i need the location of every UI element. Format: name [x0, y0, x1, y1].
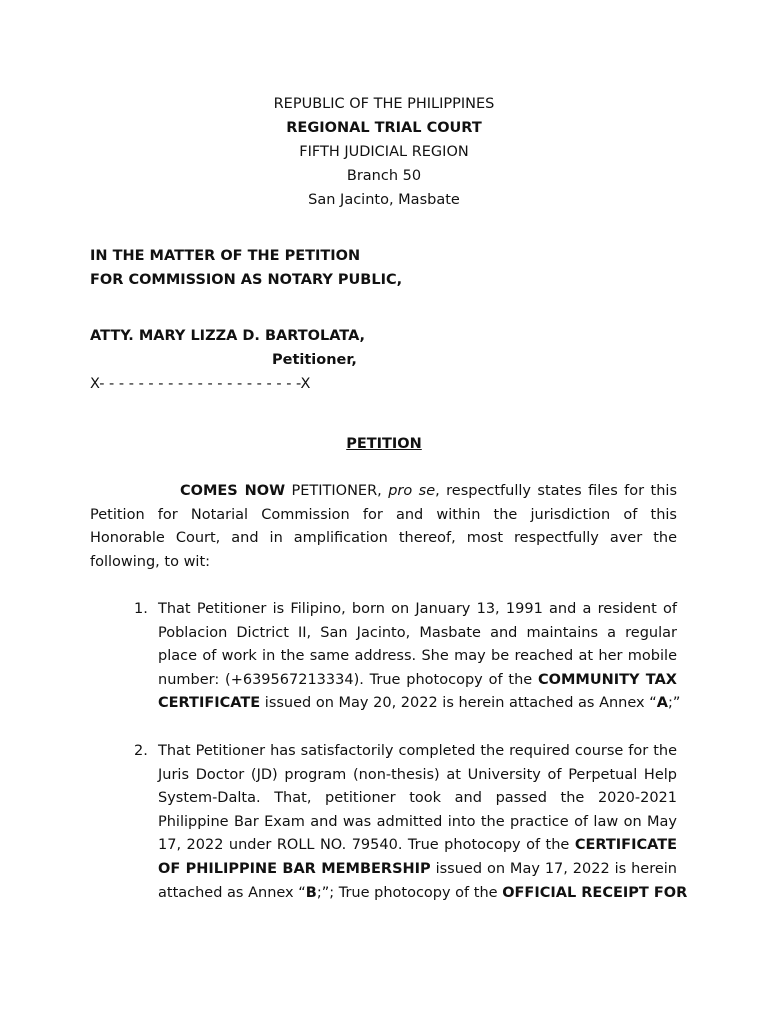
item-2-line-4: Philippine Bar Exam and was admitted into the practice of law on May	[158, 813, 677, 830]
header-location: San Jacinto, Masbate	[308, 192, 460, 208]
item-1-paragraph	[158, 598, 681, 716]
header-republic: REPUBLIC OF THE PHILIPPINES	[273, 96, 495, 112]
intro-comes-now: COMES NOW	[180, 483, 286, 499]
intro-paragraph	[90, 480, 677, 574]
item-2-line-6	[158, 858, 677, 882]
item-1-line-5	[158, 692, 681, 716]
header-court: REGIONAL TRIAL COURT	[286, 120, 482, 136]
intro-text-1: , respectfully states files for this	[435, 483, 677, 499]
item-2-number: 2.	[134, 743, 148, 759]
item-2-official-receipt-label: OFFICIAL RECEIPT FOR	[502, 884, 688, 901]
item-2-line-7-text: attached as Annex “	[158, 884, 306, 901]
item-2-certificate-label: CERTIFICATE	[574, 837, 677, 854]
intro-line-1	[90, 480, 677, 504]
item-2-line-7-mid: ;”; True photocopy of the	[316, 884, 503, 901]
item-1-line-5-text: issued on May 20, 2022 is herein attached as Annex “	[260, 695, 657, 712]
item-1-line-5-end: ;”	[667, 695, 681, 712]
item-1-line-1: That Petitioner is Filipino, born on January 13, 1991 and a resident of	[158, 601, 677, 617]
intro-petitioner: PETITIONER,	[285, 483, 389, 499]
caption-role: Petitioner,	[272, 352, 357, 368]
item-2-line-1: That Petitioner has satisfactorily completed the required course for the	[158, 743, 677, 759]
caption-matter-line2: FOR COMMISSION AS NOTARY PUBLIC,	[90, 272, 403, 288]
intro-line-4: following, to wit:	[90, 553, 211, 570]
header-region: FIFTH JUDICIAL REGION	[299, 144, 469, 160]
item-2-line-6-text: issued on May 17, 2022 is herein	[430, 860, 677, 877]
item-1-line-4	[158, 669, 677, 693]
item-2-line-7	[158, 882, 688, 906]
item-2-paragraph	[158, 740, 688, 905]
item-2-bar-membership-label: OF PHILIPPINE BAR MEMBERSHIP	[158, 860, 431, 877]
caption-party: ATTY. MARY LIZZA D. BARTOLATA,	[90, 328, 366, 344]
item-1-line-3: place of work in the same address. She may be reached at her mobile	[158, 648, 677, 665]
item-1-line-2: Poblacion Dictrict II, San Jacinto, Masbate and maintains a regular	[158, 624, 677, 641]
intro-line-3: Honorable Court, and in amplification thereof, most respectfully aver the	[90, 530, 677, 547]
item-2-annex-letter: B	[305, 884, 317, 901]
item-1-line-4-text: number: (+639567213334). True photocopy of the	[158, 671, 539, 688]
caption-matter-line1: IN THE MATTER OF THE PETITION	[90, 248, 361, 264]
header-branch: Branch 50	[346, 168, 422, 184]
intro-line-2: Petition for Notarial Commission for and within the jurisdiction of this	[90, 506, 677, 523]
item-2-line-5	[158, 834, 677, 858]
item-1-annex-letter: A	[656, 695, 668, 712]
intro-pro-se: pro se	[388, 483, 436, 499]
item-1-certificate-label: CERTIFICATE	[158, 695, 261, 712]
item-2-line-3: System-Dalta. That, petitioner took and passed the 2020-2021	[158, 790, 677, 807]
document-title: PETITION	[346, 436, 422, 452]
item-2-line-5-text: 17, 2022 under ROLL NO. 79540. True photocopy of the	[158, 837, 575, 854]
item-1-number: 1.	[134, 601, 148, 617]
item-1-ctc-label: COMMUNITY TAX	[538, 671, 677, 688]
item-2-line-2: Juris Doctor (JD) program (non-thesis) at University of Perpetual Help	[158, 766, 677, 783]
caption-separator: X- - - - - - - - - - - - - - - - - - - - -X	[90, 376, 311, 392]
